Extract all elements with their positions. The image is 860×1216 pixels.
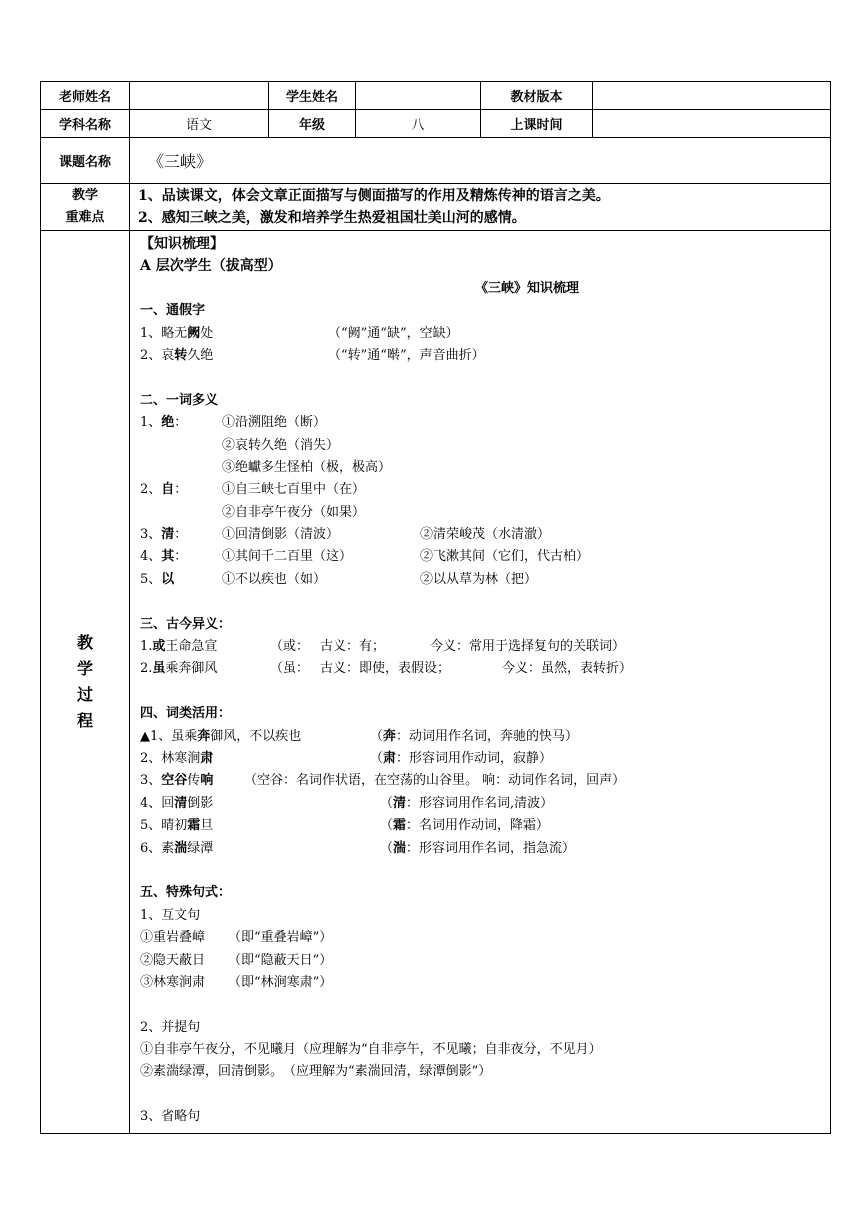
shenglue-heading: 3、省略句 bbox=[140, 1109, 201, 1125]
cilei-item-2-note-word: 肃 bbox=[383, 750, 397, 766]
time-label: 上课时间 bbox=[481, 110, 593, 138]
spacer bbox=[140, 1084, 824, 1106]
section-heading: 【知识梳理】 bbox=[140, 236, 224, 252]
bingti-item-1: ①自非亭午夜分，不见曦月（应理解为“自非亭午，不见曦；自非夜分，不见月） bbox=[140, 1042, 602, 1058]
cilei-item-3-pre: 3、 bbox=[140, 773, 162, 789]
cilei-item-6 bbox=[140, 838, 824, 860]
cilei-item-1-pre: ▲1、虽乘 bbox=[140, 728, 198, 744]
cilei-item-6-word: 湍 bbox=[174, 840, 188, 856]
cilei-item-1-note-word: 奔 bbox=[383, 728, 397, 744]
cilei-item-5-note: （霜：名词用作动词，降霜） bbox=[380, 818, 550, 834]
gujin-item-2 bbox=[140, 658, 824, 680]
yici-item-1-sense-1: ①沿溯阻绝（断） bbox=[222, 415, 327, 431]
yici-item-2-num: 2、 bbox=[140, 482, 162, 498]
yici-item-2-sense-2: ②自非亭午夜分（如果） bbox=[222, 504, 366, 520]
topic-row bbox=[41, 138, 831, 184]
cilei-item-4-note: （清：形容词用作名词,清波） bbox=[380, 795, 554, 811]
cilei-item-6-note: （湍：形容词用作名词，指急流） bbox=[380, 840, 576, 856]
cilei-item-1-note: （奔：动词用作名词，奔驰的快马） bbox=[370, 728, 579, 744]
cilei-item-4-word: 清 bbox=[174, 795, 188, 811]
yici-item-2-line-2 bbox=[140, 502, 824, 524]
huwen-item-3-b: （即“林涧寒肃”） bbox=[228, 974, 333, 990]
yici-item-1-colon: ： bbox=[174, 415, 188, 431]
tongjia-item-2-post: 久绝 bbox=[187, 347, 214, 363]
yici-item-3 bbox=[140, 524, 824, 546]
huwen-item-1 bbox=[140, 927, 824, 949]
gujin-item-1-a: （或： bbox=[270, 639, 310, 655]
cilei-item-3-word: 空谷 bbox=[161, 773, 188, 789]
process-label-char-1: 教 bbox=[76, 633, 93, 652]
gujin-item-2-word: 虽 bbox=[152, 661, 166, 677]
cilei-item-3-note: （空谷：名词作状语，在空荡的山谷里。 响：动词作名词，回声） bbox=[244, 773, 626, 789]
topic-label: 课题名称 bbox=[41, 138, 130, 184]
student-label: 学生姓名 bbox=[269, 82, 356, 110]
yici-item-4-sense-2: ②飞漱其间（它们，代古柏） bbox=[420, 549, 590, 565]
process-label-char-3: 过 bbox=[76, 685, 93, 704]
teshu-heading: 五、特殊句式： bbox=[140, 885, 232, 901]
cilei-item-1-note-text: ：动词用作名词，奔驰的快马） bbox=[396, 728, 579, 744]
tongjia-item-2 bbox=[140, 345, 824, 367]
cilei-heading: 四、词类活用： bbox=[140, 706, 232, 722]
tongjia-item-1 bbox=[140, 323, 824, 345]
gujin-item-1 bbox=[140, 636, 824, 658]
yici-item-4 bbox=[140, 546, 824, 568]
focus-label-line-2: 重难点 bbox=[65, 210, 105, 225]
cilei-item-2-note: （肃：形容词用作动词，寂静） bbox=[370, 750, 553, 766]
tongjia-item-2-pre: 2、哀 bbox=[140, 347, 175, 363]
cilei-item-6-post: 绿潭 bbox=[187, 840, 214, 856]
yici-item-2-colon: ： bbox=[174, 482, 188, 498]
textbook-label: 教材版本 bbox=[481, 82, 593, 110]
yici-item-4-colon: ： bbox=[174, 549, 188, 565]
cilei-item-1-post: 御风，不以疾也 bbox=[210, 728, 302, 744]
yici-item-5 bbox=[140, 569, 824, 591]
huwen-item-3-a: ③林寒涧肃 bbox=[140, 974, 206, 990]
cilei-item-4 bbox=[140, 793, 824, 815]
cilei-item-2 bbox=[140, 748, 824, 770]
cilei-item-2-pre: 2、林寒涧 bbox=[140, 750, 201, 766]
yici-heading: 二、一词多义 bbox=[140, 392, 219, 408]
cilei-item-5-pre: 5、晴初 bbox=[140, 818, 188, 834]
spacer bbox=[140, 681, 824, 703]
yici-item-1-word: 绝 bbox=[161, 415, 175, 431]
process-label-char-2: 学 bbox=[76, 659, 93, 678]
gujin-item-2-post: 乘奔御风 bbox=[165, 661, 218, 677]
huwen-item-2 bbox=[140, 950, 824, 972]
gujin-item-1-word: 或 bbox=[152, 639, 166, 655]
yici-item-5-sense-1: ①不以疾也（如） bbox=[222, 571, 327, 587]
cilei-item-5-note-word: 霜 bbox=[393, 818, 407, 834]
gujin-item-1-c: 今义：常用于选择复句的关联词） bbox=[430, 639, 626, 655]
bingti-heading: 2、并提句 bbox=[140, 1019, 201, 1035]
gujin-item-1-b: 古义：有； bbox=[320, 639, 386, 655]
yici-item-1-num: 1、 bbox=[140, 415, 162, 431]
lesson-plan-table bbox=[40, 81, 831, 1134]
cilei-item-2-word: 肃 bbox=[200, 750, 214, 766]
cilei-item-4-post: 倒影 bbox=[187, 795, 214, 811]
spacer bbox=[140, 367, 824, 389]
textbook-value[interactable] bbox=[593, 82, 831, 110]
yici-item-1 bbox=[140, 412, 824, 434]
yici-item-5-num: 5、 bbox=[140, 571, 162, 587]
yici-item-3-sense-1: ①回清倒影（清波） bbox=[222, 527, 340, 543]
tongjia-item-2-word: 转 bbox=[174, 347, 188, 363]
focus-text[interactable] bbox=[130, 184, 831, 231]
cilei-item-6-note-word: 湍 bbox=[393, 840, 407, 856]
process-label-char-4: 程 bbox=[76, 711, 93, 730]
gujin-item-2-c: 今义：虽然，表转折） bbox=[502, 661, 633, 677]
time-value[interactable] bbox=[593, 110, 831, 138]
huwen-item-1-a: ①重岩叠嶂 bbox=[140, 930, 206, 946]
yici-item-5-sense-2: ②以从草为林（把） bbox=[420, 571, 538, 587]
huwen-item-3 bbox=[140, 972, 824, 994]
grade-value[interactable]: 八 bbox=[356, 110, 481, 138]
cilei-item-1 bbox=[140, 726, 824, 748]
cilei-item-4-pre: 4、回 bbox=[140, 795, 175, 811]
huwen-item-2-a: ②隐天蔽日 bbox=[140, 952, 206, 968]
yici-item-2 bbox=[140, 479, 824, 501]
cilei-item-4-note-word: 清 bbox=[393, 795, 407, 811]
cilei-item-3-word-2: 响 bbox=[200, 773, 214, 789]
cilei-item-3 bbox=[140, 770, 824, 792]
spacer bbox=[140, 994, 824, 1016]
gujin-item-2-a: （虽： bbox=[270, 661, 310, 677]
cilei-item-5 bbox=[140, 815, 824, 837]
yici-item-4-num: 4、 bbox=[140, 549, 162, 565]
tongjia-item-1-post: 处 bbox=[200, 325, 214, 341]
cilei-item-3-post: 传 bbox=[187, 773, 201, 789]
level-heading: A 层次学生（拔高型） bbox=[140, 258, 282, 275]
cilei-item-6-note-text: ：形容词用作名词，指急流） bbox=[406, 840, 576, 856]
yici-item-5-word: 以 bbox=[161, 571, 175, 587]
gujin-item-1-pre: 1. bbox=[140, 639, 153, 655]
yici-item-1-line-3 bbox=[140, 457, 824, 479]
focus-point-1: 1、品读课文，体会文章正面描写与侧面描写的作用及精炼传神的语言之美。 bbox=[138, 188, 610, 204]
focus-point-2: 2、感知三峡之美，激发和培养学生热爱祖国壮美山河的感情。 bbox=[138, 210, 526, 226]
gujin-item-2-pre: 2. bbox=[140, 661, 153, 677]
cilei-item-2-note-text: ：形容词用作动词，寂静） bbox=[396, 750, 553, 766]
tongjia-item-1-pre: 1、略无 bbox=[140, 325, 188, 341]
gujin-item-1-post: 王命急宣 bbox=[165, 639, 218, 655]
tongjia-item-1-note: （“阙”通“缺”，空缺） bbox=[328, 325, 459, 341]
cilei-item-1-word: 奔 bbox=[197, 728, 211, 744]
doc-title: 《三峡》知识梳理 bbox=[474, 280, 579, 296]
cilei-item-4-note-text: ：形容词用作名词,清波） bbox=[406, 795, 554, 811]
yici-item-4-sense-1: ①其间千二百里（这） bbox=[222, 549, 353, 565]
process-row bbox=[41, 231, 831, 1134]
spacer bbox=[140, 591, 824, 613]
yici-item-2-sense-1: ①自三峡七百里中（在） bbox=[222, 482, 366, 498]
tongjia-item-2-note: （“转”通“啭”，声音曲折） bbox=[328, 347, 485, 363]
yici-item-3-sense-2: ②清荣峻茂（水清澈） bbox=[420, 527, 551, 543]
spacer bbox=[140, 860, 824, 882]
teacher-value[interactable] bbox=[130, 82, 269, 110]
tongjia-item-1-word: 阙 bbox=[187, 325, 201, 341]
yici-item-1-sense-3: ③绝巘多生怪柏（极，极高） bbox=[222, 459, 392, 475]
yici-item-3-colon: ： bbox=[174, 527, 188, 543]
yici-item-3-num: 3、 bbox=[140, 527, 162, 543]
yici-item-2-word: 自 bbox=[161, 482, 175, 498]
grade-label: 年级 bbox=[269, 110, 356, 138]
huwen-heading: 1、互文句 bbox=[140, 907, 201, 923]
huwen-item-2-b: （即“隐蔽天日”） bbox=[228, 952, 333, 968]
student-value[interactable] bbox=[356, 82, 481, 110]
header-row-1 bbox=[41, 82, 831, 110]
subject-label: 学科名称 bbox=[41, 110, 130, 138]
cilei-item-5-post: 旦 bbox=[200, 818, 214, 834]
focus-row bbox=[41, 184, 831, 231]
yici-item-3-word: 清 bbox=[161, 527, 175, 543]
huwen-item-1-b: （即“重叠岩嶂”） bbox=[228, 930, 333, 946]
gujin-heading: 三、古今异义： bbox=[140, 616, 232, 632]
yici-item-4-word: 其 bbox=[161, 549, 175, 565]
header-row-2 bbox=[41, 110, 831, 138]
yici-item-1-sense-2: ②哀转久绝（消失） bbox=[222, 437, 340, 453]
cilei-item-6-pre: 6、素 bbox=[140, 840, 175, 856]
bingti-item-2: ②素湍绿潭，回清倒影。 （应理解为“素湍回清，绿潭倒影”） bbox=[140, 1064, 492, 1080]
process-label bbox=[41, 231, 130, 1134]
tongjia-heading: 一、通假字 bbox=[140, 303, 206, 319]
focus-label bbox=[41, 184, 130, 231]
gujin-item-2-b: 古义：即使，表假设； bbox=[320, 661, 451, 677]
focus-label-line-1: 教学 bbox=[71, 188, 98, 203]
subject-value[interactable]: 语文 bbox=[130, 110, 269, 138]
yici-item-1-line-2 bbox=[140, 435, 824, 457]
cilei-item-5-note-text: ：名词用作动词，降霜） bbox=[406, 818, 550, 834]
topic-value[interactable]: 《三峡》 bbox=[130, 138, 831, 184]
process-content[interactable] bbox=[130, 231, 831, 1134]
cilei-item-5-word: 霜 bbox=[187, 818, 201, 834]
teacher-label: 老师姓名 bbox=[41, 82, 130, 110]
